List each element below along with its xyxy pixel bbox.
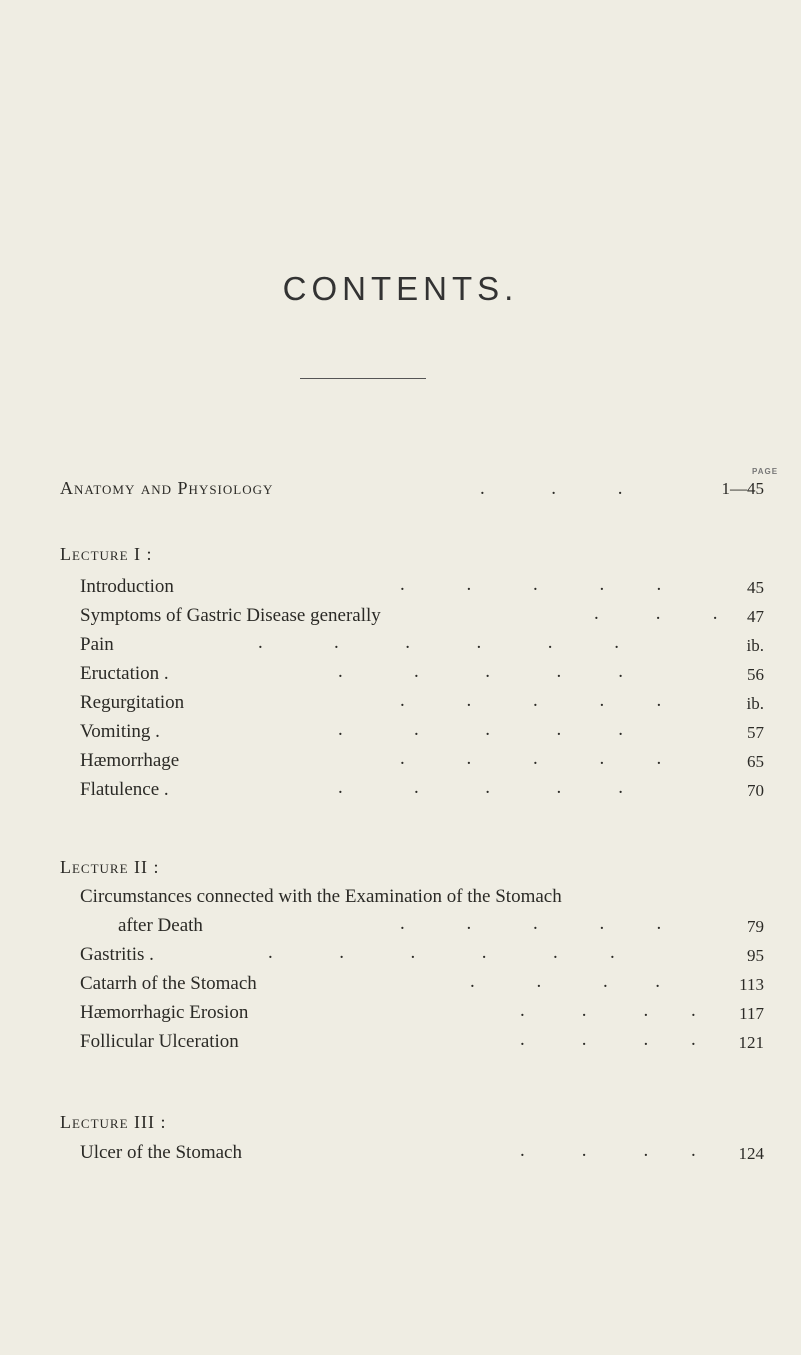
dot-leader: . . . . . — [338, 661, 623, 682]
toc-entry-page: 121 — [738, 1033, 764, 1052]
lecture-2-heading: Lecture II : — [60, 857, 160, 877]
dot-leader: . . . . — [520, 1000, 696, 1021]
lecture-3-heading: Lecture III : — [60, 1112, 167, 1132]
dot-leader: . . . — [594, 603, 718, 624]
anatomy-entry-title: Anatomy and Physiology — [60, 478, 274, 498]
toc-entry-page: 113 — [739, 975, 764, 994]
title-rule — [300, 378, 426, 379]
toc-entry-page: 70 — [747, 781, 764, 800]
dot-leader: . . . . . . — [268, 942, 615, 963]
toc-entry-title: Eructation . — [80, 663, 169, 684]
dot-leader: . . . . . — [338, 719, 623, 740]
toc-entry-title: Pain — [80, 634, 114, 655]
page-title: CONTENTS. — [282, 270, 519, 307]
toc-entry-page: 65 — [747, 752, 764, 771]
toc-entry-title: Ulcer of the Stomach — [80, 1142, 242, 1163]
toc-entry-title: Catarrh of the Stomach — [80, 973, 257, 994]
dot-leader: . . . . — [520, 1029, 696, 1050]
dot-leader: . . . — [480, 478, 623, 499]
toc-entry-title: Circumstances connected with the Examination of the Stomach — [80, 886, 562, 907]
toc-entry-page: 79 — [747, 917, 764, 936]
toc-entry-title: Hæmorrhage — [80, 750, 180, 771]
toc-entry-page: 57 — [747, 723, 764, 742]
dot-leader: . . . . . — [400, 574, 662, 595]
lecture-1-heading: Lecture I : — [60, 544, 153, 564]
toc-entry-page: ib. — [746, 636, 764, 655]
anatomy-entry-page: 1—45 — [721, 479, 764, 498]
dot-leader: . . . . . — [400, 748, 662, 769]
toc-entry-page: ib. — [746, 694, 764, 713]
page-column-label: PAGE — [752, 467, 779, 476]
dot-leader: . . . . — [470, 971, 660, 992]
toc-entry-title: Gastritis . — [80, 944, 154, 965]
toc-entry-page: 45 — [747, 578, 764, 597]
dot-leader: . . . . . — [338, 777, 623, 798]
toc-entry-page: 124 — [738, 1144, 764, 1163]
toc-entry-title: Hæmorrhagic Erosion — [80, 1002, 249, 1023]
toc-entry-title: after Death — [118, 915, 203, 936]
toc-entry-title: Flatulence . — [80, 779, 169, 800]
toc-entry-title: Introduction — [80, 576, 174, 597]
dot-leader: . . . . . — [400, 913, 662, 934]
dot-leader: . . . . . — [400, 690, 662, 711]
toc-entry-title: Symptoms of Gastric Disease generally — [80, 605, 381, 626]
dot-leader: . . . . . . — [258, 632, 619, 653]
toc-entry-page: 47 — [747, 607, 764, 626]
toc-entry-page: 56 — [747, 665, 764, 684]
toc-entry-title: Vomiting . — [80, 721, 160, 742]
dot-leader: . . . . — [520, 1140, 696, 1161]
toc-entry-title: Regurgitation — [80, 692, 185, 713]
toc-entry-page: 117 — [739, 1004, 764, 1023]
toc-entry-page: 95 — [747, 946, 764, 965]
toc-entry-title: Follicular Ulceration — [80, 1031, 239, 1052]
